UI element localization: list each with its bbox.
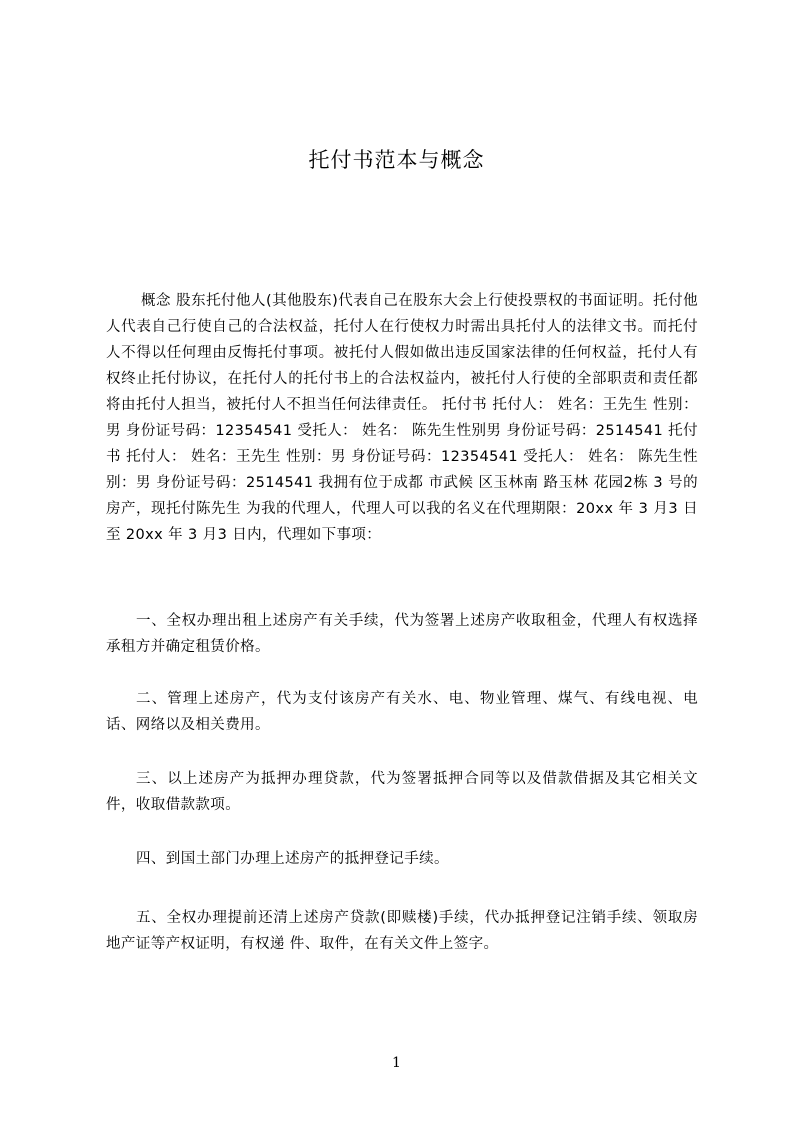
list-item-2: 二、管理上述房产，代为支付该房产有关水、电、物业管理、煤气、有线电视、电话、网络以及相关费用。 bbox=[106, 691, 698, 733]
list-item-1: 一、全权办理出租上述房产有关手续，代为签署上述房产收取租金，代理人有权选择承租方并确定租赁价格。 bbox=[106, 613, 698, 655]
intro-paragraph: 概念 股东托付他人(其他股东)代表自己在股东大会上行使投票权的书面证明。托付他人代表自己行使自己的合法权益，托付人在行使权力时需出具托付人的法律文书。而托付人不得以任何理由反悔托付事项。被托付人假如做出违反国家法律的任何权益，托付人有权终止托付协议，在托付人的托付书上的合法权益内，被托付人行使的全部职责和责任都将由托付人担当，被托付人不担当任何法律责任。 托付书 托付人： 姓名：王先生 性别：男 身份证号码：12354541 受托人： 姓名： 陈先生性别男 身份证号码：2514541 托付 书 托付人： 姓名：王先生 性别：男 身份证号码：12354541 受托人： 姓名： 陈先生性别：男 身份证号码：2514541 我拥有位于成都 市武候 区玉林南 路玉林 花园2栋 3 号的房产，现托付陈先生 为我的代理人，代理人可以我的名义在代理期限：20xx 年 3 月3 日至 20xx 年 3 月3 日内，代理如下事项： bbox=[106, 293, 698, 543]
page-number: 1 bbox=[392, 1055, 401, 1071]
list-item-4: 四、到国土部门办理上述房产的抵押登记手续。 bbox=[136, 851, 449, 867]
list-item-3: 三、以上述房产为抵押办理贷款，代为签署抵押合同等以及借款借据及其它相关文件，收取借款款项。 bbox=[106, 771, 698, 813]
document-title: 托付书范本与概念 bbox=[308, 148, 485, 172]
list-item-5: 五、全权办理提前还清上述房产贷款(即赎楼)手续，代办抵押登记注销手续、领取房地产证等产权证明，有权递 件、取件，在有关文件上签字。 bbox=[106, 910, 698, 952]
